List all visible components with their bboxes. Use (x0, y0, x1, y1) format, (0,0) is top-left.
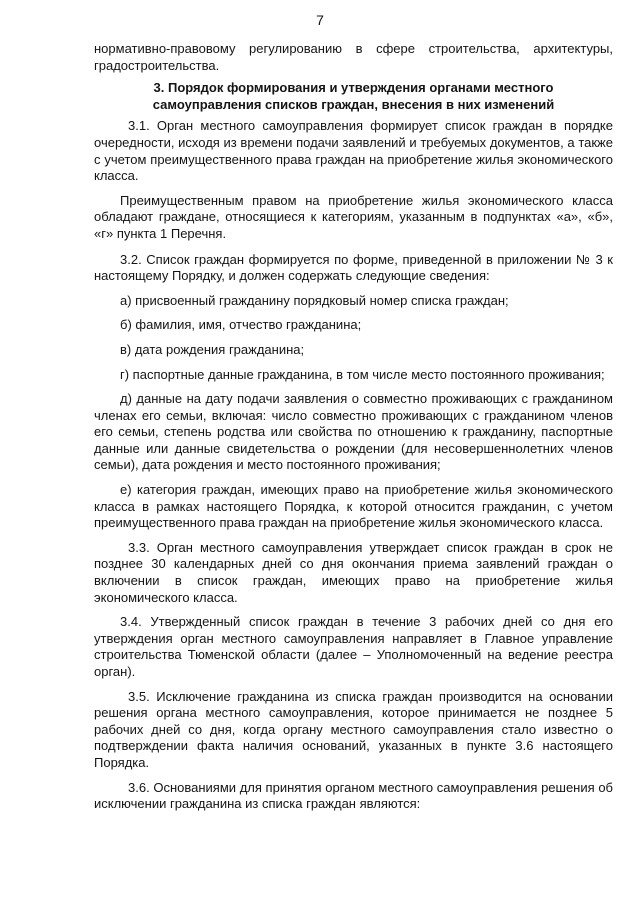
paragraph-3-3: 3.3. Орган местного самоуправления утверждает список граждан в срок не позднее 30 календарных дней со дня окончания приема заявлений граждан о включении в список граждан, имеющих право на приобретение жилья экономического класса. (94, 539, 613, 605)
list-item-a: а) присвоенный гражданину порядковый номер списка граждан; (120, 292, 509, 308)
carryover-paragraph: нормативно-правовому регулированию в сфере строительства, архитектуры, градостроительства. (94, 41, 613, 73)
list-item-b: б) фамилия, имя, отчество гражданина; (120, 317, 362, 333)
list-item-d: д) данные на дату подачи заявления о совместно проживающих с гражданином членах его семьи, включая: число совместно проживающих с гражданином членов его семьи, степень родства или свойства по отношению к гражданину, паспортные данные или данные свидетельства о рождении (для несовершеннолетних членов семьи), дата рождения и место постоянного проживания; (94, 391, 613, 473)
list-item-e: е) категория граждан, имеющих право на приобретение жилья экономического класса в рамках настоящего Порядка, к которой относится гражданин, с учетом преимущественного права граждан на приобретение жилья экономического класса. (94, 482, 613, 531)
paragraph-3-1: 3.1. Орган местного самоуправления формирует список граждан в порядке очередности, исходя из времени подачи заявлений и требуемых документов, а также с учетом преимущественного права граждан на приобретение жилья экономического класса. (94, 118, 613, 184)
paragraph-3-6: 3.6. Основаниями для принятия органом местного самоуправления решения об исключении гражданина из списка граждан являются: (94, 779, 613, 812)
paragraph-priority-right: Преимущественным правом на приобретение жилья экономического класса обладают граждане, относящиеся к категориям, указанным в подпунктах «а», «б», «г» пункта 1 Перечня. (94, 192, 613, 241)
list-item-g: г) паспортные данные гражданина, в том числе место постоянного проживания; (120, 366, 605, 382)
section-heading-line-1: 3. Порядок формирования и утверждения органами местного (153, 80, 554, 96)
paragraph-3-4: 3.4. Утвержденный список граждан в течение 3 рабочих дней со дня его утверждения орган местного самоуправления направляет в Главное управление строительства Тюменской области (далее – Уполномоченный на ведение реестра орган). (94, 614, 613, 679)
page-number: 7 (316, 12, 324, 28)
list-item-v: в) дата рождения гражданина; (120, 341, 305, 357)
section-heading (94, 80, 613, 113)
paragraph-3-5: 3.5. Исключение гражданина из списка граждан производится на основании решения органа местного самоуправления, которое принимается не позднее 5 рабочих дней со дня, когда органу местного самоуправления стало известно о подтверждении факта наличия оснований, указанных в пункте 3.6 настоящего Порядка. (94, 688, 613, 770)
document-body (94, 41, 613, 813)
section-heading-line-2: самоуправления списков граждан, внесения в них изменений (152, 96, 555, 112)
paragraph-3-2: 3.2. Список граждан формируется по форме, приведенной в приложении № 3 к настоящему Порядку, и должен содержать следующие сведения: (94, 251, 613, 284)
